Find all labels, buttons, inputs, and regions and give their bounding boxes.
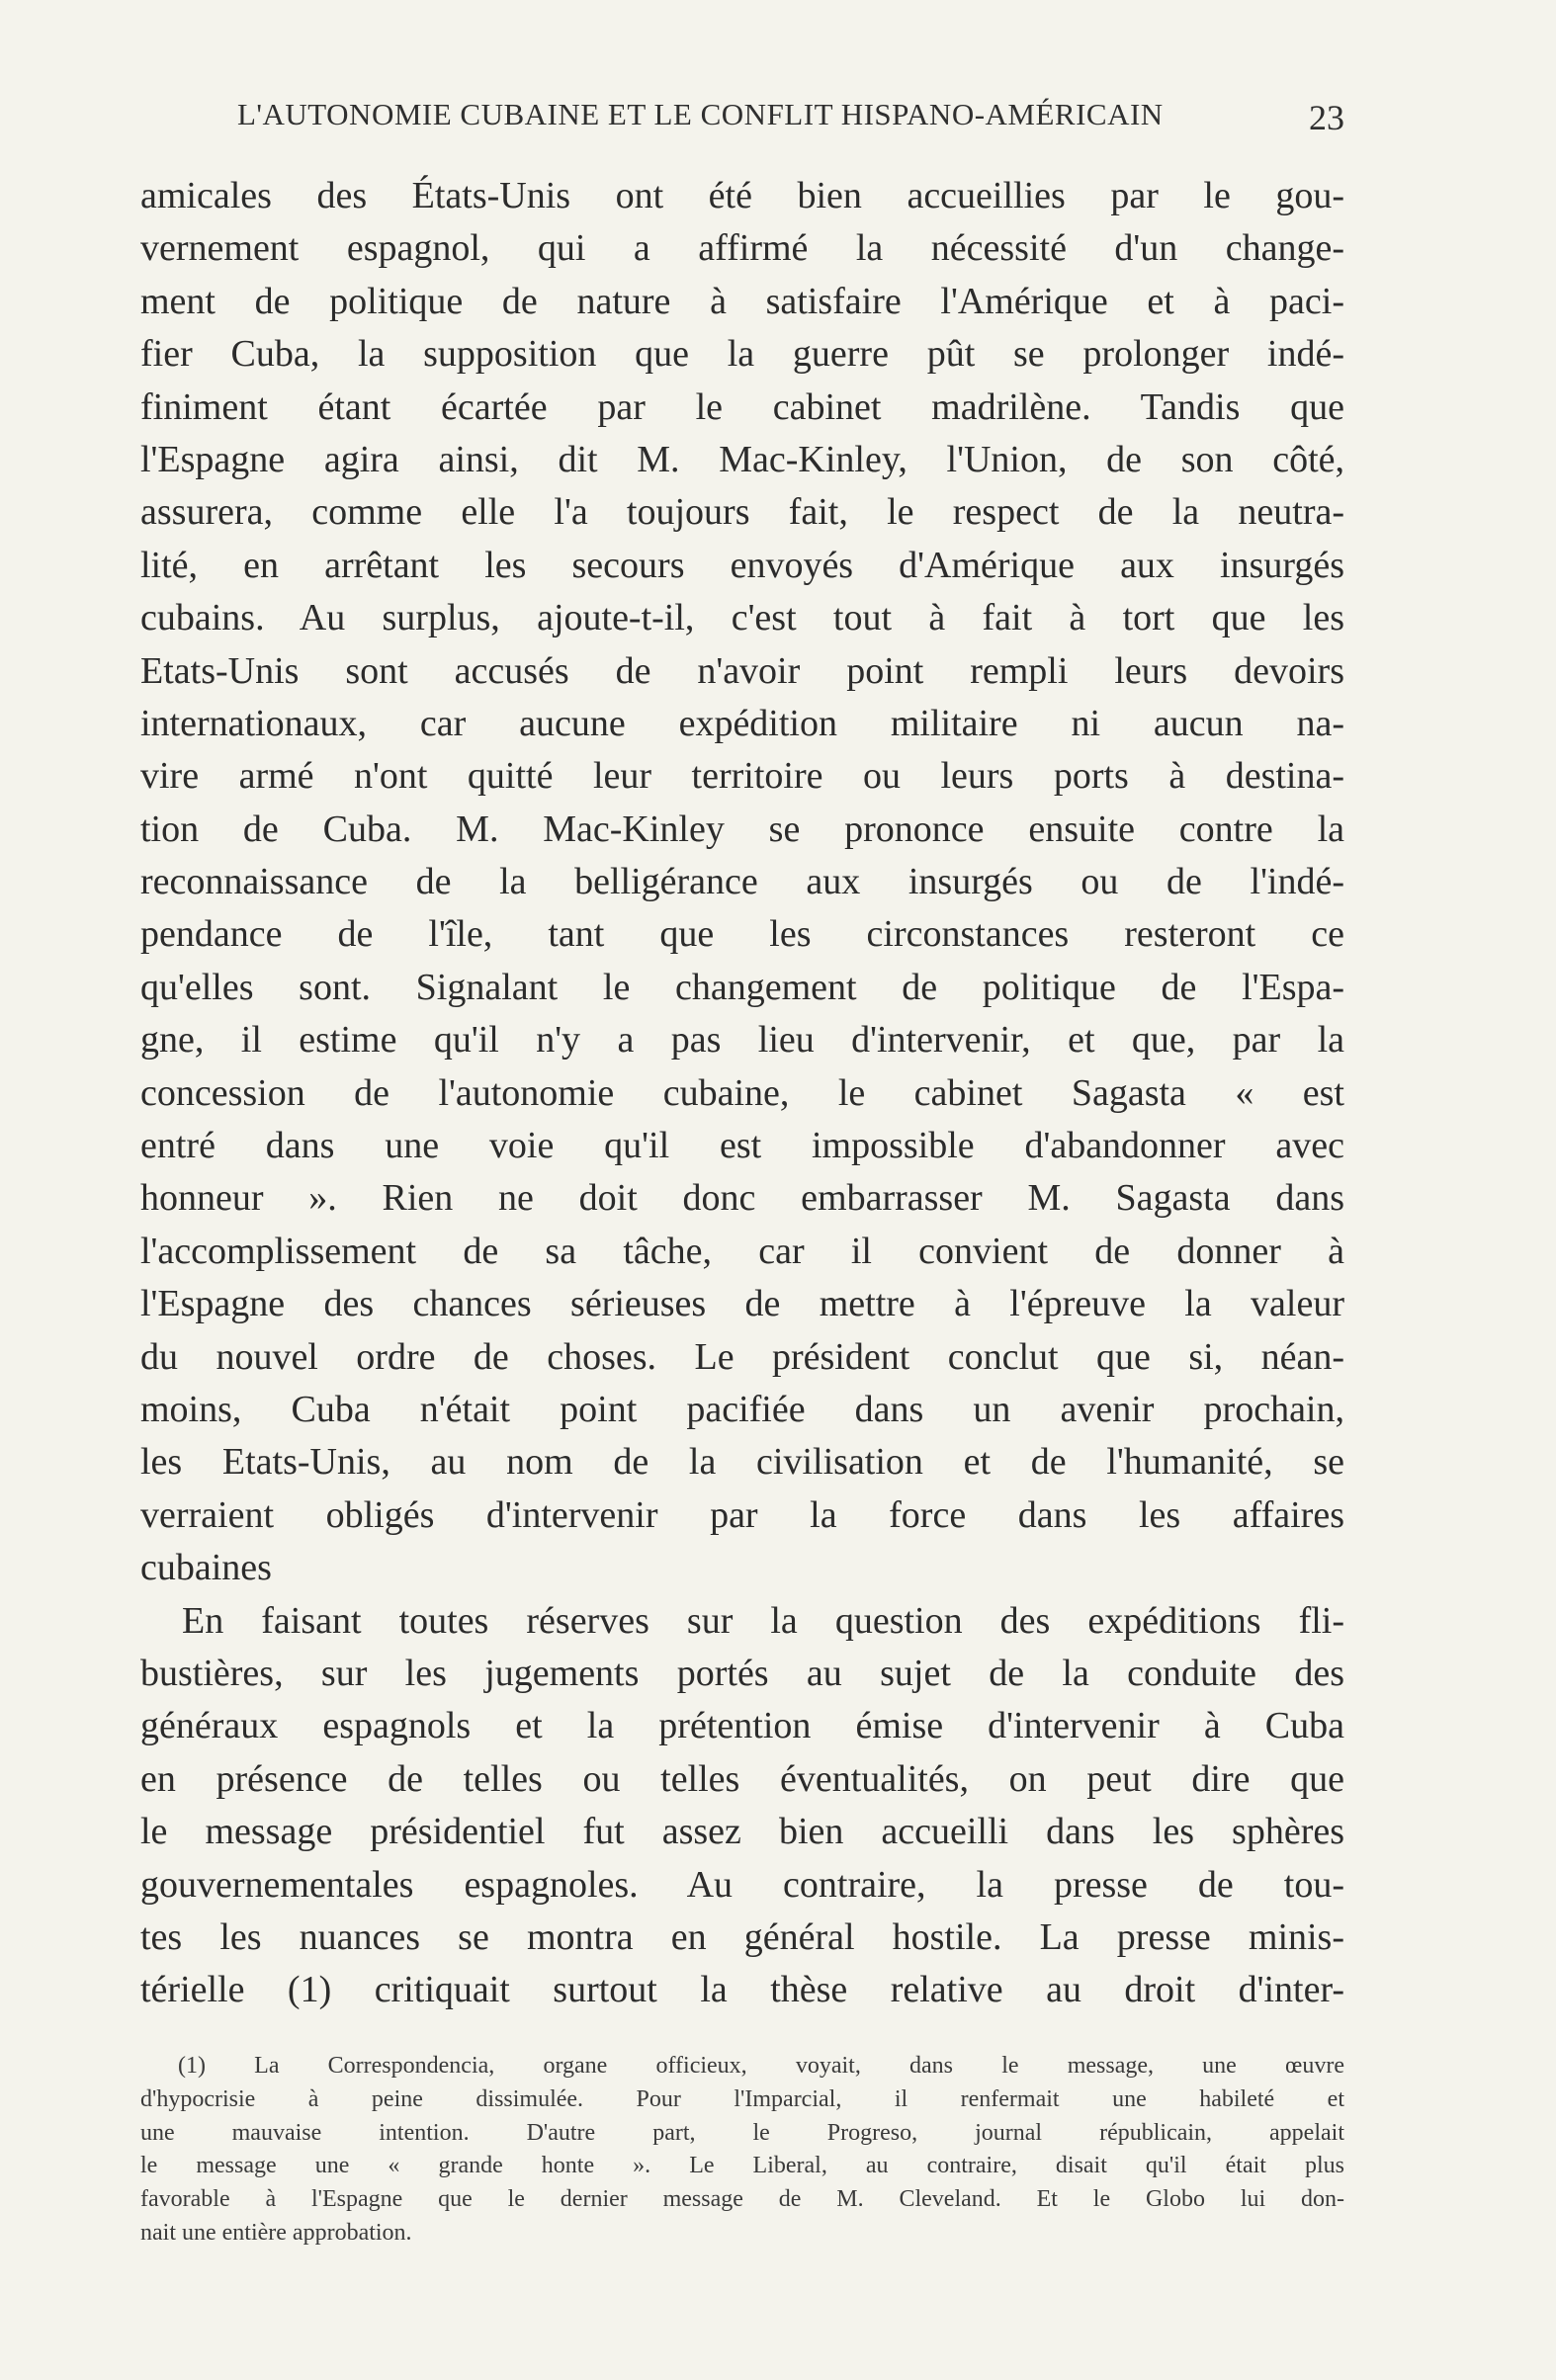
text-line: verraient obligés d'intervenir par la force dans les affaires [140, 1493, 1344, 1536]
text-line: les Etats-Unis, au nom de la civilisation et de l'humanité, se [140, 1441, 1344, 1484]
footnote-line: nait une entière approbation. [140, 2219, 412, 2246]
footnote-line: une mauvaise intention. D'autre part, le Progreso, journal républicain, appelait [140, 2119, 1344, 2146]
text-line: reconnaissance de la belligérance aux insurgés ou de l'indé- [140, 861, 1344, 903]
page-number: 23 [1309, 98, 1344, 137]
footnotes [140, 2050, 1344, 2251]
paragraph-first-line: En faisant toutes réserves sur la question des expéditions fli- [182, 1599, 1344, 1642]
text-line: concession de l'autonomie cubaine, le cabinet Sagasta « est [140, 1071, 1344, 1114]
text-line: assurera, comme elle l'a toujours fait, le respect de la neutra- [140, 491, 1344, 534]
text-line: Etats-Unis sont accusés de n'avoir point rempli leurs devoirs [140, 649, 1344, 692]
text-line: le message présidentiel fut assez bien accueilli dans les sphères [140, 1811, 1344, 1853]
footnote-line: le message une « grande honte ». Le Liberal, au contraire, disait qu'il était plus [140, 2153, 1344, 2179]
text-line: gouvernementales espagnoles. Au contraire, la presse de tou- [140, 1863, 1344, 1906]
text-line: tion de Cuba. M. Mac-Kinley se prononce ensuite contre la [140, 808, 1344, 850]
footnote-line: (1) La Correspondencia, organe officieux, voyait, dans le message, une œuvre [178, 2053, 1344, 2079]
text-line: cubains. Au surplus, ajoute-t-il, c'est tout à fait à tort que les [140, 597, 1344, 639]
text-line: amicales des États-Unis ont été bien accueillies par le gou- [140, 175, 1344, 216]
text-line: moins, Cuba n'était point pacifiée dans un avenir prochain, [140, 1388, 1344, 1430]
running-title: L'AUTONOMIE CUBAINE ET LE CONFLIT HISPANO-AMÉRICAIN [237, 97, 1164, 131]
text-line: l'Espagne agira ainsi, dit M. Mac-Kinley, l'Union, de son côté, [140, 438, 1344, 480]
body-text [140, 170, 1344, 2017]
text-line: lité, en arrêtant les secours envoyés d'Amérique aux insurgés [140, 544, 1344, 586]
text-line: gne, il estime qu'il n'y a pas lieu d'intervenir, et que, par la [140, 1019, 1344, 1062]
text-line: ment de politique de nature à satisfaire l'Amérique et à paci- [140, 280, 1344, 322]
text-line: internationaux, car aucune expédition militaire ni aucun na- [140, 702, 1344, 744]
text-line: du nouvel ordre de choses. Le président conclut que si, néan- [140, 1335, 1344, 1378]
text-line: fier Cuba, la supposition que la guerre pût se prolonger indé- [140, 333, 1344, 376]
text-line: vire armé n'ont quitté leur territoire ou leurs ports à destina- [140, 755, 1344, 798]
text-line: pendance de l'île, tant que les circonstances resteront ce [140, 913, 1344, 956]
running-head [237, 97, 1344, 146]
text-line: vernement espagnol, qui a affirmé la nécessité d'un change- [140, 227, 1344, 270]
text-line: honneur ». Rien ne doit donc embarrasser M. Sagasta dans [140, 1177, 1344, 1220]
text-line: cubaines [140, 1547, 272, 1589]
footnote-line: d'hypocrisie à peine dissimulée. Pour l'Imparcial, il renfermait une habileté et [140, 2085, 1344, 2112]
text-line: finiment étant écartée par le cabinet madrilène. Tandis que [140, 385, 1344, 428]
text-line: généraux espagnols et la prétention émise d'intervenir à Cuba [140, 1705, 1344, 1747]
footnote-line: favorable à l'Espagne que le dernier message de M. Cleveland. Et le Globo lui don- [140, 2186, 1344, 2213]
text-line: en présence de telles ou telles éventualités, on peut dire que [140, 1757, 1344, 1800]
text-line: térielle (1) critiquait surtout la thèse relative au droit d'inter- [140, 1969, 1344, 2011]
text-line: l'accomplissement de sa tâche, car il convient de donner à [140, 1230, 1344, 1272]
text-line: tes les nuances se montra en général hostile. La presse minis- [140, 1915, 1344, 1958]
text-line: bustières, sur les jugements portés au sujet de la conduite des [140, 1652, 1344, 1694]
text-line: qu'elles sont. Signalant le changement de politique de l'Espa- [140, 966, 1344, 1008]
text-line: l'Espagne des chances sérieuses de mettre à l'épreuve la valeur [140, 1283, 1344, 1325]
text-line: entré dans une voie qu'il est impossible d'abandonner avec [140, 1125, 1344, 1167]
